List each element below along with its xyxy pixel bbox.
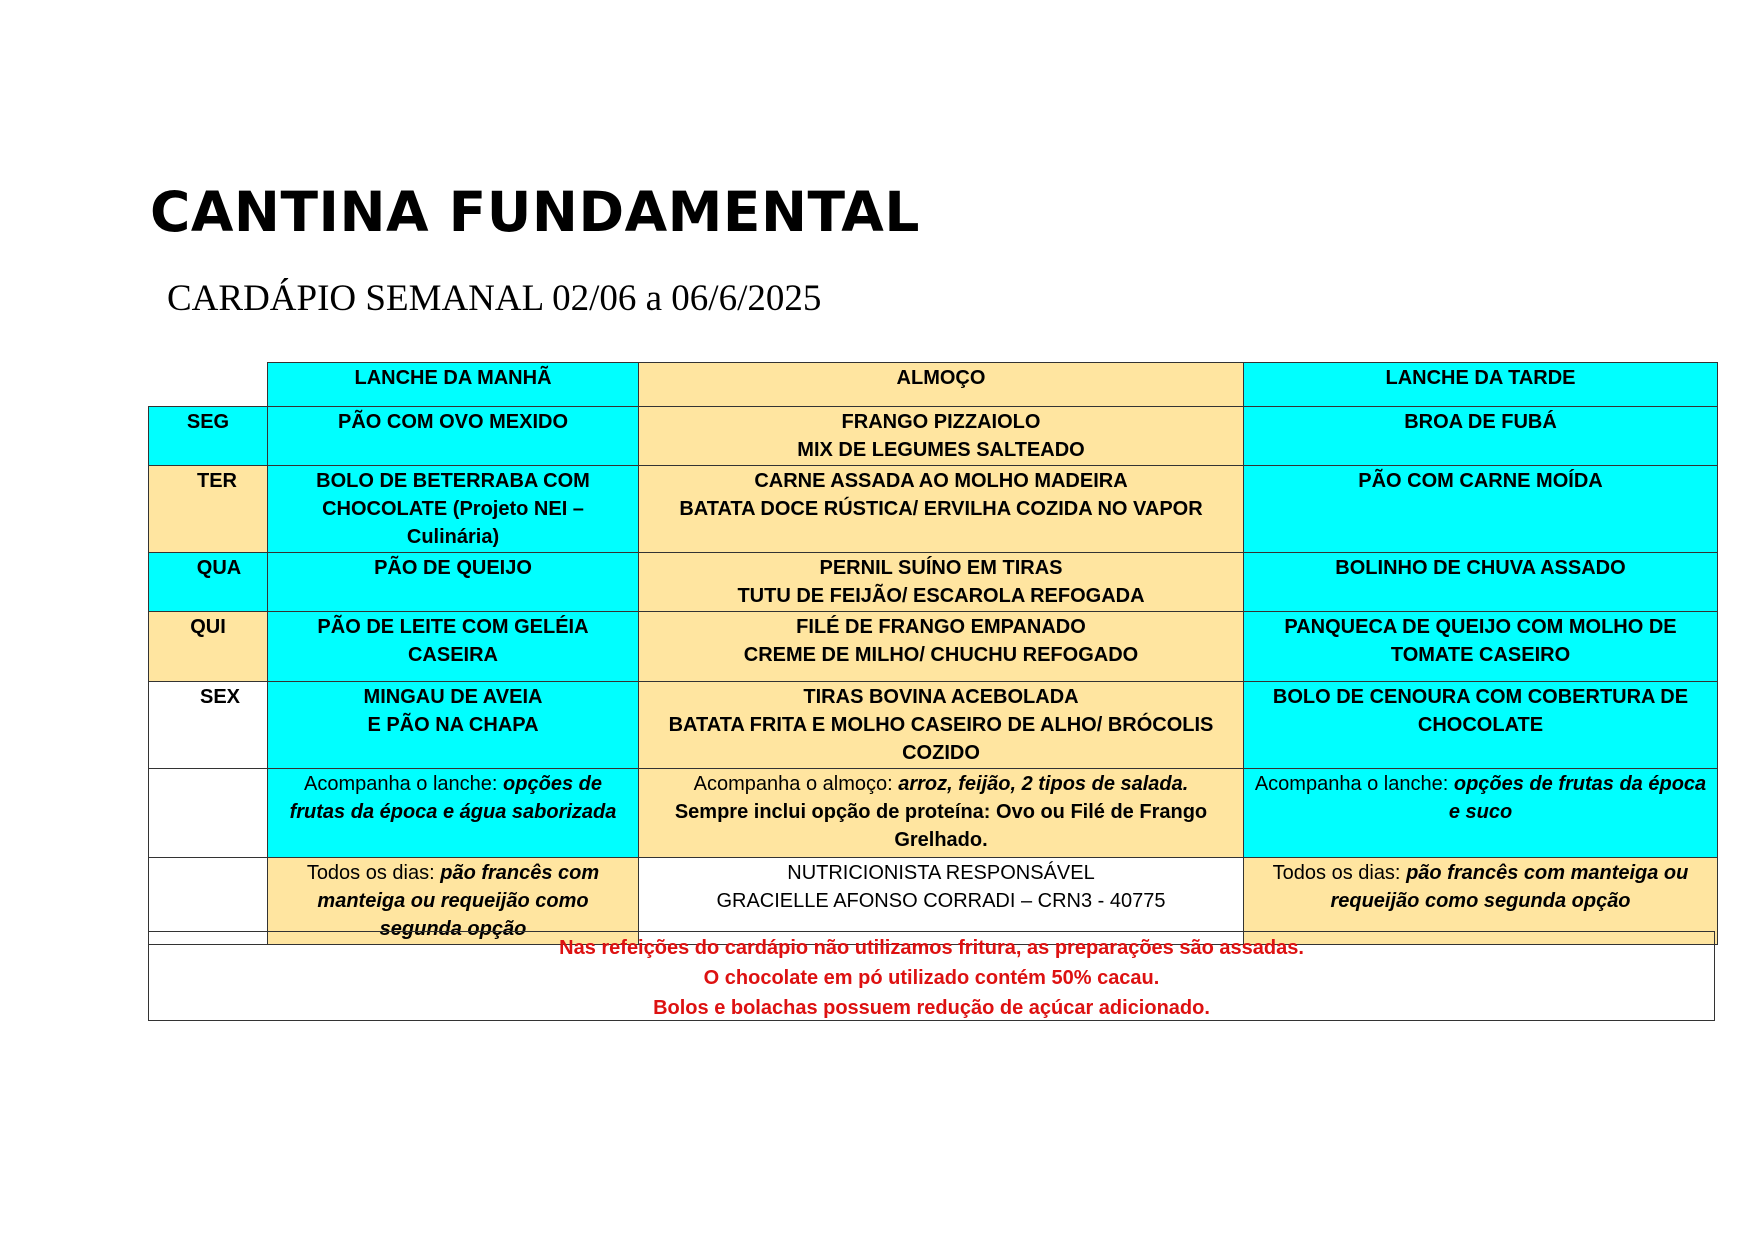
menu-line: BOLINHO DE CHUVA ASSADO	[1335, 557, 1626, 579]
day-row-seg	[149, 407, 1718, 466]
header-empty-cell	[149, 363, 268, 407]
header-morning-snack: LANCHE DA MANHÃ	[268, 363, 639, 407]
nutritionist-name: GRACIELLE AFONSO CORRADI – CRN3 - 40775	[716, 890, 1166, 912]
header-afternoon-snack: LANCHE DA TARDE	[1244, 363, 1718, 407]
note-line: Bolos e bolachas possuem redução de açúcar adicionado.	[653, 997, 1210, 1019]
note-line: O chocolate em pó utilizado contém 50% cacau.	[703, 967, 1160, 989]
accompaniment-prefix: Acompanha o lanche:	[304, 773, 504, 795]
menu-line: E PÃO NA CHAPA	[367, 714, 539, 736]
menu-line: COZIDO	[902, 742, 980, 764]
day-label: QUI	[149, 612, 268, 682]
menu-line: MIX DE LEGUMES SALTEADO	[797, 439, 1085, 461]
day-row-qui	[149, 612, 1718, 682]
menu-line: FILÉ DE FRANGO EMPANADO	[796, 616, 1086, 638]
notes-box	[148, 931, 1715, 1021]
morning-accompaniment-cell	[268, 769, 639, 858]
afternoon-snack-cell	[1244, 682, 1718, 769]
accompaniment-emphasis: opções de frutas da época e água saborizada	[289, 773, 617, 823]
note-line: Nas refeições do cardápio não utilizamos fritura, as preparações são assadas.	[559, 937, 1304, 959]
menu-line: PANQUECA DE QUEIJO COM MOLHO DE	[1284, 616, 1677, 638]
menu-line: BATATA DOCE RÚSTICA/ ERVILHA COZIDA NO VAPOR	[679, 498, 1203, 520]
daily-emphasis: pão francês com manteiga ou requeijão como segunda opção	[317, 862, 600, 940]
lunch-accompaniment-cell	[639, 769, 1244, 858]
morning-snack-cell	[268, 612, 639, 682]
lunch-cell	[639, 612, 1244, 682]
lunch-cell	[639, 553, 1244, 612]
lunch-cell	[639, 466, 1244, 553]
header-row	[149, 363, 1718, 407]
menu-line: PÃO COM CARNE MOÍDA	[1358, 470, 1603, 492]
morning-snack-cell	[268, 682, 639, 769]
menu-line: BROA DE FUBÁ	[1404, 411, 1557, 433]
menu-line: BOLO DE BETERRABA COM	[316, 470, 590, 492]
afternoon-snack-cell	[1244, 553, 1718, 612]
menu-line: PÃO DE LEITE COM GELÉIA CASEIRA	[317, 616, 589, 666]
menu-line: CHOCOLATE (Projeto NEI –	[322, 498, 584, 520]
menu-line: PERNIL SUÍNO EM TIRAS	[819, 557, 1063, 579]
menu-line: CARNE ASSADA AO MOLHO MADEIRA	[754, 470, 1128, 492]
daily-emphasis: pão francês com manteiga ou requeijão como segunda opção	[1330, 862, 1689, 912]
menu-line: TOMATE CASEIRO	[1390, 644, 1571, 666]
menu-table	[148, 362, 1718, 945]
morning-snack-cell	[268, 466, 639, 553]
day-label: TER	[149, 466, 268, 553]
day-label: SEX	[149, 682, 268, 769]
afternoon-snack-cell	[1244, 612, 1718, 682]
accompaniment-row	[149, 769, 1718, 858]
afternoon-accompaniment-cell	[1244, 769, 1718, 858]
menu-line: PÃO DE QUEIJO	[374, 557, 532, 579]
menu-line: CHOCOLATE	[1417, 714, 1544, 736]
menu-line: TIRAS BOVINA ACEBOLADA	[803, 686, 1079, 708]
accompaniment-prefix: Acompanha o almoço:	[693, 773, 899, 795]
daily-prefix: Todos os dias:	[306, 862, 441, 884]
menu-line: BOLO DE CENOURA COM COBERTURA DE	[1272, 686, 1689, 708]
menu-line: TUTU DE FEIJÃO/ ESCAROLA REFOGADA	[737, 585, 1145, 607]
nutritionist-title: NUTRICIONISTA RESPONSÁVEL	[787, 862, 1095, 884]
accompaniment-prefix: Acompanha o lanche:	[1254, 773, 1454, 795]
header-lunch: ALMOÇO	[639, 363, 1244, 407]
lunch-cell	[639, 407, 1244, 466]
day-row-sex	[149, 682, 1718, 769]
menu-line: BATATA FRITA E MOLHO CASEIRO DE ALHO/ BRÓCOLIS	[668, 714, 1214, 736]
accompaniment-protein-note: Sempre inclui opção de proteína: Ovo ou Filé de Frango Grelhado.	[674, 801, 1208, 851]
day-row-ter	[149, 466, 1718, 553]
accompaniment-emphasis: arroz, feijão, 2 tipos de salada.	[898, 773, 1189, 795]
page-subtitle: CARDÁPIO SEMANAL 02/06 a 06/6/2025	[167, 278, 822, 319]
lunch-cell	[639, 682, 1244, 769]
menu-line: MINGAU DE AVEIA	[363, 686, 543, 708]
menu-line: CREME DE MILHO/ CHUCHU REFOGADO	[743, 644, 1139, 666]
day-label: QUA	[149, 553, 268, 612]
afternoon-snack-cell	[1244, 407, 1718, 466]
morning-snack-cell	[268, 407, 639, 466]
accompaniment-emphasis: opções de frutas da época e suco	[1448, 773, 1707, 823]
daily-prefix: Todos os dias:	[1272, 862, 1407, 884]
day-label: SEG	[149, 407, 268, 466]
menu-line: PÃO COM OVO MEXIDO	[337, 411, 569, 433]
menu-line: Culinária)	[406, 526, 500, 548]
morning-snack-cell	[268, 553, 639, 612]
menu-line: FRANGO PIZZAIOLO	[841, 411, 1041, 433]
accompaniment-empty-cell	[149, 769, 268, 858]
afternoon-snack-cell	[1244, 466, 1718, 553]
day-row-qua	[149, 553, 1718, 612]
page-title: CANTINA FUNDAMENTAL	[150, 180, 920, 244]
